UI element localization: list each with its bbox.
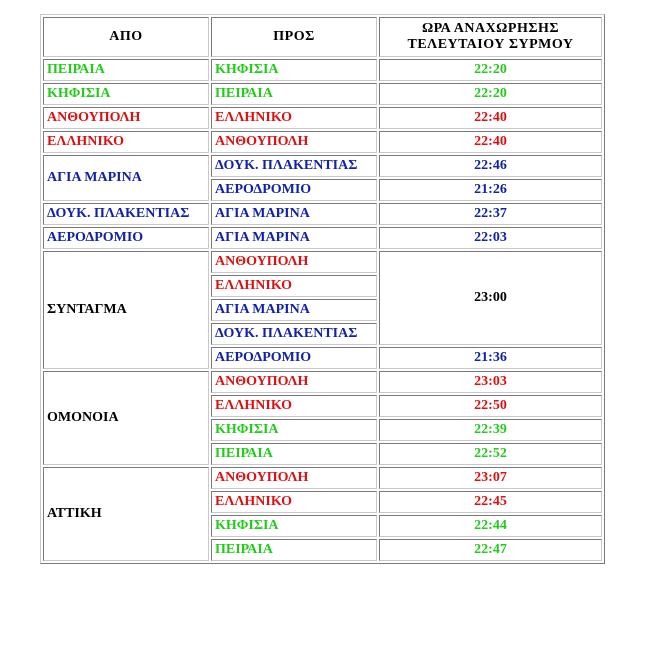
to-station: ΚΗΦΙΣΙΑ xyxy=(211,419,377,441)
departure-time: 22:39 xyxy=(379,419,602,441)
to-station: ΠΕΙΡΑΙΑ xyxy=(211,443,377,465)
departure-time: 23:07 xyxy=(379,467,602,489)
from-station: ΣΥΝΤΑΓΜΑ xyxy=(43,251,209,369)
to-station: ΑΝΘΟΥΠΟΛΗ xyxy=(211,467,377,489)
from-station: ΑΤΤΙΚΗ xyxy=(43,467,209,561)
table-row xyxy=(43,251,602,273)
to-station: ΑΕΡΟΔΡΟΜΙΟ xyxy=(211,179,377,201)
table-row xyxy=(43,227,602,249)
to-station: ΑΝΘΟΥΠΟΛΗ xyxy=(211,251,377,273)
to-station: ΕΛΛΗΝΙΚΟ xyxy=(211,491,377,513)
departure-time: 22:20 xyxy=(379,83,602,105)
from-station: ΠΕΙΡΑΙΑ xyxy=(43,59,209,81)
departure-time: 22:52 xyxy=(379,443,602,465)
to-station: ΑΓΙΑ ΜΑΡΙΝΑ xyxy=(211,299,377,321)
to-station: ΠΕΙΡΑΙΑ xyxy=(211,539,377,561)
to-station: ΚΗΦΙΣΙΑ xyxy=(211,59,377,81)
table-row xyxy=(43,59,602,81)
departure-time: 22:40 xyxy=(379,131,602,153)
table-row xyxy=(43,107,602,129)
from-station: ΟΜΟΝΟΙΑ xyxy=(43,371,209,465)
to-station: ΑΓΙΑ ΜΑΡΙΝΑ xyxy=(211,203,377,225)
to-station: ΑΝΘΟΥΠΟΛΗ xyxy=(211,371,377,393)
table-row xyxy=(43,371,602,393)
departure-time: 22:45 xyxy=(379,491,602,513)
to-station: ΔΟΥΚ. ΠΛΑΚΕΝΤΙΑΣ xyxy=(211,155,377,177)
from-station: ΑΝΘΟΥΠΟΛΗ xyxy=(43,107,209,129)
to-station: ΑΝΘΟΥΠΟΛΗ xyxy=(211,131,377,153)
departure-time: 22:20 xyxy=(379,59,602,81)
table-row xyxy=(43,467,602,489)
from-station: ΕΛΛΗΝΙΚΟ xyxy=(43,131,209,153)
last-train-schedule-table xyxy=(40,14,605,564)
table-row xyxy=(43,203,602,225)
to-station: ΑΓΙΑ ΜΑΡΙΝΑ xyxy=(211,227,377,249)
departure-time: 22:40 xyxy=(379,107,602,129)
to-station: ΔΟΥΚ. ΠΛΑΚΕΝΤΙΑΣ xyxy=(211,323,377,345)
header-to: ΠΡΟΣ xyxy=(211,17,377,57)
header-departure-time: ΩΡΑ ΑΝΑΧΩΡΗΣΗΣ ΤΕΛΕΥΤΑΙΟΥ ΣΥΡΜΟΥ xyxy=(379,17,602,57)
departure-time: 22:50 xyxy=(379,395,602,417)
departure-time: 22:46 xyxy=(379,155,602,177)
departure-time: 21:36 xyxy=(379,347,602,369)
departure-time: 22:44 xyxy=(379,515,602,537)
to-station: ΕΛΛΗΝΙΚΟ xyxy=(211,107,377,129)
header-from: ΑΠΟ xyxy=(43,17,209,57)
table-row xyxy=(43,155,602,177)
departure-time: 23:03 xyxy=(379,371,602,393)
from-station: ΑΓΙΑ ΜΑΡΙΝΑ xyxy=(43,155,209,201)
departure-time: 23:00 xyxy=(379,251,602,345)
table-row xyxy=(43,83,602,105)
from-station: ΔΟΥΚ. ΠΛΑΚΕΝΤΙΑΣ xyxy=(43,203,209,225)
departure-time: 22:37 xyxy=(379,203,602,225)
to-station: ΕΛΛΗΝΙΚΟ xyxy=(211,275,377,297)
header-row xyxy=(43,17,602,57)
to-station: ΚΗΦΙΣΙΑ xyxy=(211,515,377,537)
to-station: ΑΕΡΟΔΡΟΜΙΟ xyxy=(211,347,377,369)
departure-time: 22:47 xyxy=(379,539,602,561)
schedule-container xyxy=(40,14,605,564)
from-station: ΚΗΦΙΣΙΑ xyxy=(43,83,209,105)
from-station: ΑΕΡΟΔΡΟΜΙΟ xyxy=(43,227,209,249)
to-station: ΠΕΙΡΑΙΑ xyxy=(211,83,377,105)
table-row xyxy=(43,131,602,153)
departure-time: 22:03 xyxy=(379,227,602,249)
departure-time: 21:26 xyxy=(379,179,602,201)
to-station: ΕΛΛΗΝΙΚΟ xyxy=(211,395,377,417)
